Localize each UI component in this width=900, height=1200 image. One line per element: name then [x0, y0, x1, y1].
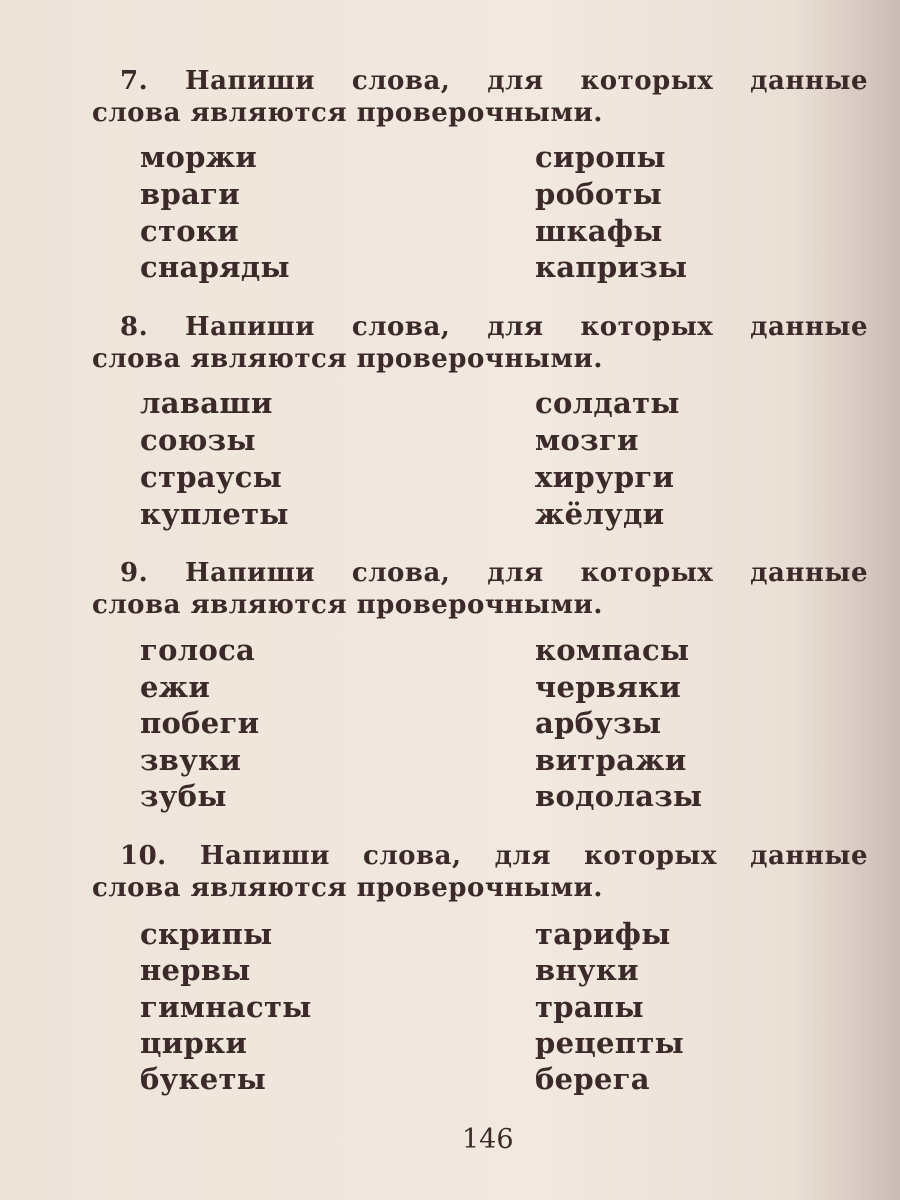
word-left: куплеты — [140, 497, 289, 531]
word-right: рецепты — [535, 1026, 684, 1060]
page-number: 146 — [462, 1124, 514, 1155]
exercise-heading — [120, 312, 868, 342]
exercise-instruction-cont: слова являются проверочными. — [92, 590, 603, 620]
word-left: ежи — [140, 670, 211, 704]
word-right: внуки — [535, 953, 639, 987]
word-right: витражи — [535, 743, 687, 777]
exercise-number: 8. — [120, 312, 149, 342]
word-left: союзы — [140, 423, 256, 457]
exercise-heading — [120, 66, 868, 96]
word-left: зубы — [140, 779, 227, 813]
word-left: гимнасты — [140, 990, 312, 1024]
exercise-number: 9. — [120, 558, 149, 588]
word-right: мозги — [535, 423, 639, 457]
word-left: побеги — [140, 706, 260, 740]
exercise-number: 10. — [120, 841, 167, 871]
word-left: голоса — [140, 633, 256, 667]
exercise-instruction-cont: слова являются проверочными. — [92, 344, 603, 374]
word-right: роботы — [535, 177, 663, 211]
word-right: сиропы — [535, 140, 666, 174]
exercise-instruction-cont: слова являются проверочными. — [92, 98, 603, 128]
exercise-heading — [120, 558, 868, 588]
exercise-instruction-cont: слова являются проверочными. — [92, 873, 603, 903]
word-right: трапы — [535, 990, 644, 1024]
word-right: солдаты — [535, 386, 680, 420]
word-right: шкафы — [535, 214, 663, 248]
word-right: жёлуди — [535, 497, 665, 531]
word-right: берега — [535, 1062, 650, 1096]
word-left: снаряды — [140, 250, 290, 284]
exercise-number: 7. — [120, 66, 149, 96]
word-left: скрипы — [140, 917, 273, 951]
word-right: червяки — [535, 670, 682, 704]
word-right: капризы — [535, 250, 688, 284]
word-right: водолазы — [535, 779, 703, 813]
word-left: нервы — [140, 953, 251, 987]
word-left: цирки — [140, 1026, 248, 1060]
word-right: хирурги — [535, 460, 675, 494]
word-left: звуки — [140, 743, 242, 777]
exercise-instruction: Напиши слова, для которых данные — [199, 841, 868, 871]
word-left: стоки — [140, 214, 239, 248]
word-left: лаваши — [140, 386, 273, 420]
word-right: тарифы — [535, 917, 671, 951]
word-right: компасы — [535, 633, 690, 667]
exercise-instruction: Напиши слова, для которых данные — [185, 312, 869, 342]
word-right: арбузы — [535, 706, 662, 740]
word-left: враги — [140, 177, 240, 211]
exercise-instruction: Напиши слова, для которых данные — [185, 66, 869, 96]
word-left: страусы — [140, 460, 283, 494]
exercise-heading — [120, 841, 868, 871]
exercise-instruction: Напиши слова, для которых данные — [185, 558, 869, 588]
word-left: букеты — [140, 1062, 267, 1096]
word-left: моржи — [140, 140, 258, 174]
